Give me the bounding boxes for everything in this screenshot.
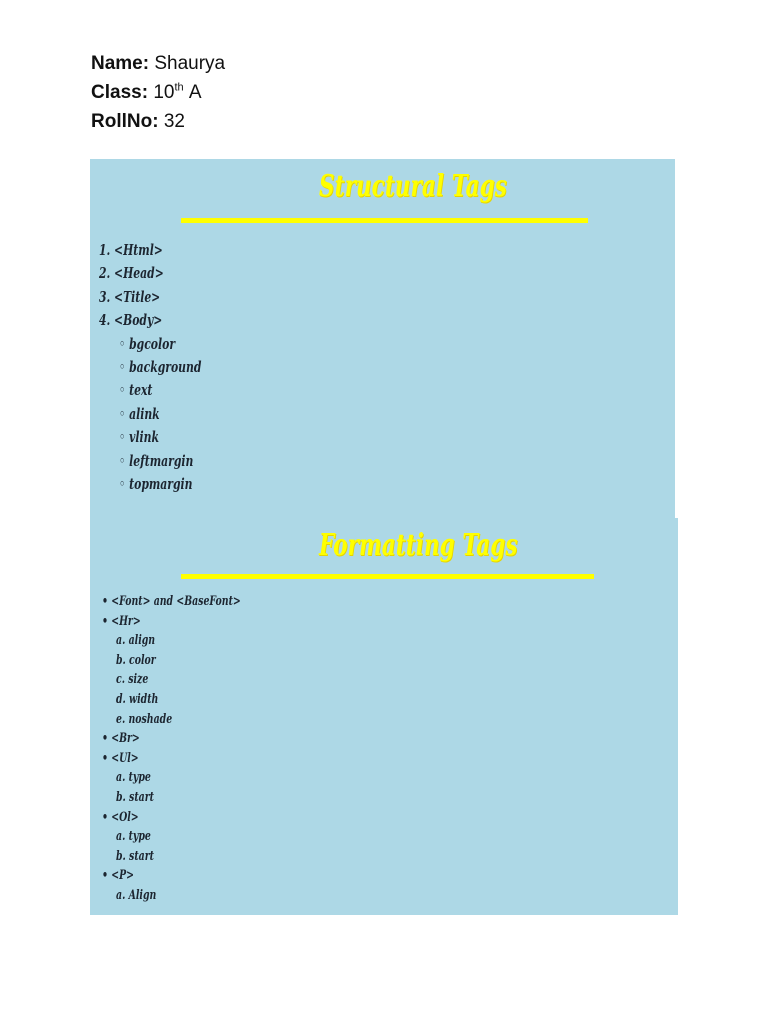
formatting-list-item: a. Align <box>116 888 157 903</box>
structural-tags-title: Structural Tags <box>319 169 507 204</box>
formatting-tags-panel <box>90 518 678 915</box>
roll-row <box>91 107 225 136</box>
roll-value: 32 <box>163 111 185 132</box>
formatting-list-item: • <Ul> <box>102 750 139 766</box>
roll-label: RollNo: <box>91 111 159 132</box>
formatting-list-item: b. color <box>116 652 156 668</box>
formatting-list-item: • <Ol> <box>102 809 139 825</box>
formatting-list-item: a. type <box>116 829 151 845</box>
class-row <box>91 78 225 107</box>
formatting-list-item: • <Br> <box>102 731 140 747</box>
name-row <box>91 49 225 78</box>
formatting-list-item: • <Hr> <box>102 613 141 629</box>
structural-list-item: ◦ vlink <box>119 428 159 447</box>
structural-list-item: 3. <Title> <box>99 287 161 306</box>
class-number: 10 <box>153 82 175 103</box>
structural-list-item: ◦ leftmargin <box>119 451 194 470</box>
formatting-list-item: • <P> <box>102 868 134 884</box>
class-value <box>153 82 201 103</box>
class-label: Class: <box>91 82 149 103</box>
formatting-list-item: b. start <box>116 790 154 805</box>
formatting-list-item: b. start <box>116 848 154 864</box>
structural-list-item: 1. <Html> <box>99 241 163 259</box>
formatting-title-rule <box>181 574 594 579</box>
student-info <box>91 49 225 136</box>
structural-list-item: 4. <Body> <box>99 311 163 330</box>
formatting-list-item: c. size <box>116 672 149 688</box>
structural-list-item: ◦ bgcolor <box>119 334 176 353</box>
structural-list-item: ◦ background <box>119 358 202 376</box>
class-suffix: th <box>174 81 184 94</box>
formatting-list-item: a. align <box>116 633 156 649</box>
structural-list-item: ◦ text <box>119 381 153 400</box>
structural-title-rule <box>181 218 588 223</box>
formatting-tags-title: Formatting Tags <box>319 528 518 563</box>
structural-list-item: 2. <Head> <box>99 264 164 283</box>
structural-list-item: ◦ topmargin <box>119 475 193 493</box>
structural-tags-panel <box>90 159 675 519</box>
structural-list-item: ◦ alink <box>119 404 160 423</box>
name-value: Shaurya <box>154 53 226 74</box>
name-label: Name: <box>91 53 150 74</box>
formatting-list-item: e. noshade <box>116 711 173 727</box>
class-section: A <box>188 82 202 103</box>
formatting-list-item: • <Font> and <BaseFont> <box>102 594 241 609</box>
formatting-list-item: d. width <box>116 692 159 707</box>
formatting-list-item: a. type <box>116 770 151 786</box>
